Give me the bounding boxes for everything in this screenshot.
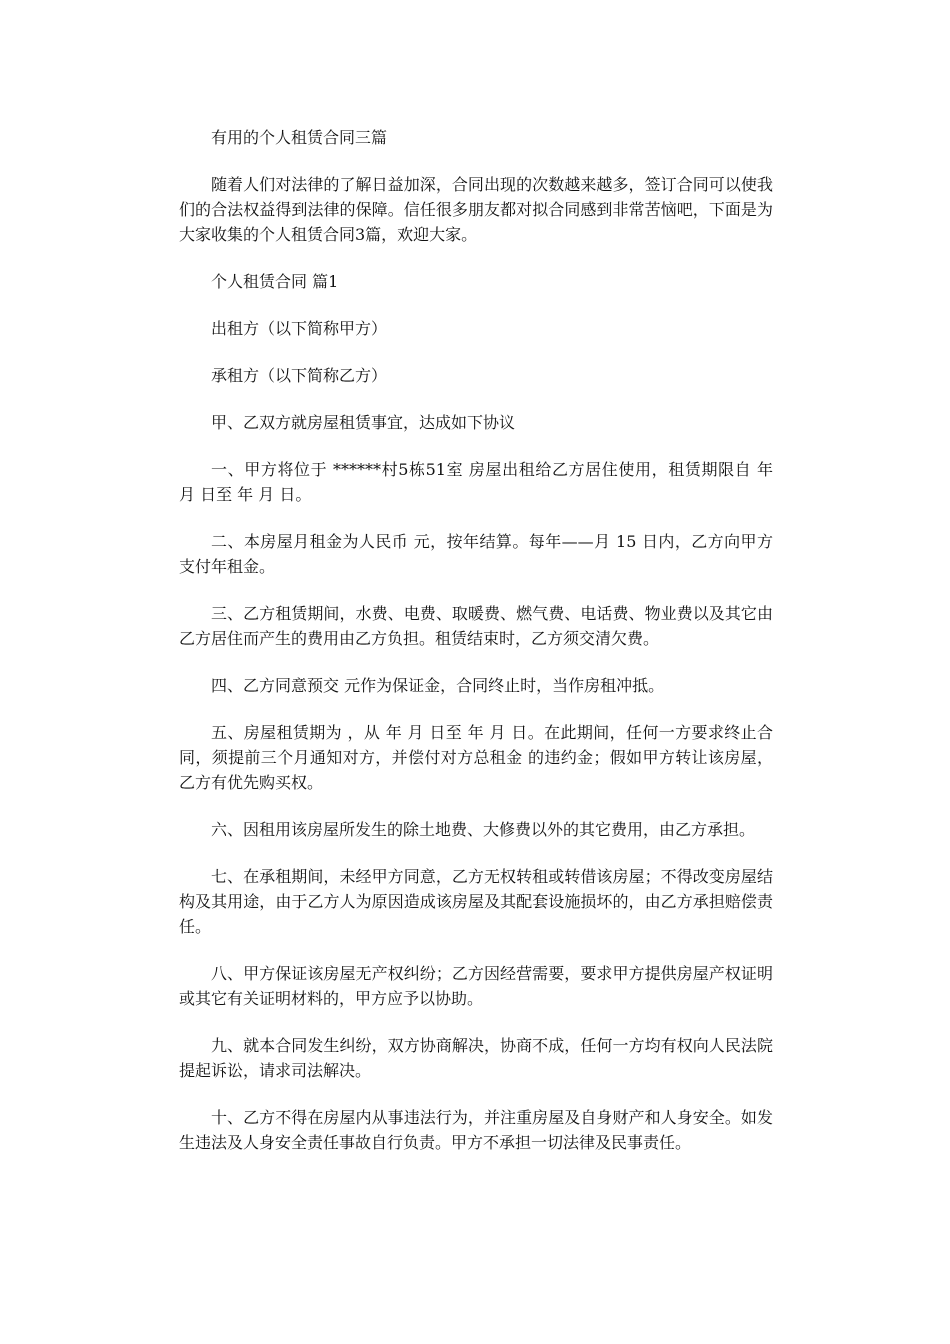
clause-8: 八、甲方保证该房屋无产权纠纷；乙方因经营需要，要求甲方提供房屋产权证明或其它有关证明材料的，甲方应予以协助。 — [179, 964, 773, 1008]
lessee-line: 承租方（以下简称乙方） — [211, 366, 388, 385]
clause-6: 六、因租用该房屋所发生的除土地费、大修费以外的其它费用，由乙方承担。 — [211, 820, 756, 839]
intro-paragraph: 随着人们对法律的了解日益加深，合同出现的次数越来越多，签订合同可以使我们的合法权益得到法律的保障。信任很多朋友都对拟合同感到非常苦恼吧，下面是为大家收集的个人租赁合同3篇，欢迎大家。 — [179, 175, 773, 244]
section-heading: 个人租赁合同 篇1 — [211, 272, 339, 291]
document-title: 有用的个人租赁合同三篇 — [211, 128, 388, 147]
clause-7: 七、在承租期间，未经甲方同意，乙方无权转租或转借该房屋；不得改变房屋结构及其用途，由于乙方人为原因造成该房屋及其配套设施损坏的，由乙方承担赔偿责任。 — [179, 867, 773, 936]
clause-3: 三、乙方租赁期间，水费、电费、取暖费、燃气费、电话费、物业费以及其它由乙方居住而产生的费用由乙方负担。租赁结束时，乙方须交清欠费。 — [179, 604, 773, 648]
clause-4: 四、乙方同意预交 元作为保证金，合同终止时，当作房租冲抵。 — [211, 676, 665, 695]
clause-9: 九、就本合同发生纠纷，双方协商解决，协商不成，任何一方均有权向人民法院提起诉讼，请求司法解决。 — [179, 1036, 773, 1080]
clause-10: 十、乙方不得在房屋内从事违法行为，并注重房屋及自身财产和人身安全。如发生违法及人身安全责任事故自行负责。甲方不承担一切法律及民事责任。 — [179, 1108, 773, 1152]
document-body — [179, 125, 773, 1177]
lessor-line: 出租方（以下简称甲方） — [211, 319, 388, 338]
clause-1: 一、甲方将位于 ******村5栋51室 房屋出租给乙方居住使用，租赁期限自 年 月 日至 年 月 日。 — [179, 460, 773, 504]
clause-5: 五、房屋租赁期为 ，从 年 月 日至 年 月 日。在此期间，任何一方要求终止合同，须提前三个月通知对方，并偿付对方总租金 的违约金；假如甲方转让该房屋，乙方有优先购买权。 — [179, 723, 773, 792]
clause-2: 二、本房屋月租金为人民币 元，按年结算。每年——月 15 日内，乙方向甲方支付年租金。 — [179, 532, 773, 576]
agreement-intro: 甲、乙双方就房屋租赁事宜，达成如下协议 — [211, 413, 516, 432]
